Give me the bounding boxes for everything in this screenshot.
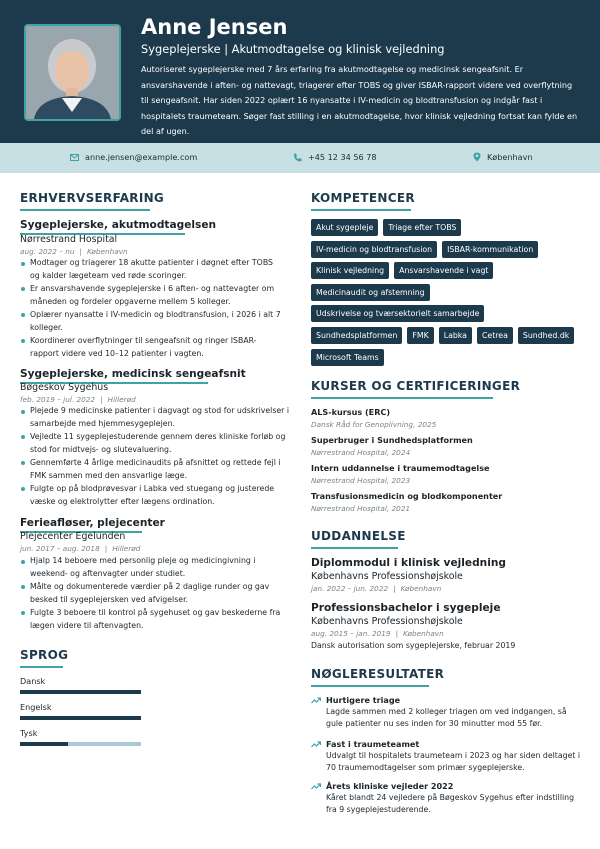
language-level-fill [20,742,68,746]
meta-separator: | [79,247,82,256]
courses-heading-rule [311,397,493,399]
meta-separator: | [395,629,399,638]
trend-up-icon [311,697,321,704]
job-org: Nørrestrand Hospital [20,234,118,245]
result-title: Hurtigere triage [326,695,401,705]
skill-tag: Triage efter TOBS [383,219,461,236]
skill-tag: Klinisk vejledning [311,262,389,279]
education-dates: jan. 2022 – jun. 2022 [311,584,389,593]
education-meta [311,584,441,593]
course-meta: Nørrestrand Hospital, 2021 [311,504,411,513]
job-place: København [86,247,128,256]
skill-tag: Udskrivelse og tværsektorielt samarbejde [311,305,484,322]
experience-heading-rule [20,209,150,211]
language-level-fill [20,716,141,720]
headline: Sygeplejerske | Akutmodtagelse og klinisk vejledning [141,42,445,56]
course-meta: Nørrestrand Hospital, 2023 [311,476,411,485]
result-title: Fast i traumeteamet [326,739,420,749]
skill-tag: FMK [407,327,433,344]
contact-location [473,152,533,162]
job-org: Plejecenter Egelunden [20,531,126,542]
trend-up-icon [311,741,321,748]
education-note: Dansk autorisation som sygeplejerske, februar 2019 [311,641,516,650]
language-name: Dansk [20,676,46,686]
job-title: Ferieafløser, plejecenter [20,517,165,529]
job-dates: aug. 2022 – nu [20,247,75,256]
language-level-bar [20,742,141,746]
contact-bar [0,143,600,173]
course-name: Intern uddannelse i traumemodtagelse [311,463,490,473]
skills-heading: KOMPETENCER [311,191,415,205]
list-item: Fulgte op på blodprøvesvar i Labka ved stuegang og justerede væske og elektrolytter efter lægens ordination. [20,483,292,509]
skill-tag: IV-medicin og blodtransfusion [311,241,437,258]
course-meta: Nørrestrand Hospital, 2024 [311,448,411,457]
job-dates: feb. 2019 – jul. 2022 [20,395,96,404]
education-title: Professionsbachelor i sygepleje [311,602,501,614]
education-heading-rule [311,547,398,549]
portrait-image [26,26,119,119]
phone-text: +45 12 34 56 78 [308,152,377,162]
skill-tag: Medicinaudit og afstemning [311,284,430,301]
phone-icon [293,153,302,162]
courses-heading: KURSER OG CERTIFICERINGER [311,379,521,393]
list-item: Koordinerer overflytninger til sengeafsnit og ringer ISBAR-rapport videre ved 10–12 patienter i vagten. [20,335,282,361]
skill-tag: Akut sygepleje [311,219,378,236]
location-text: København [487,152,533,162]
language-name: Engelsk [20,702,52,712]
contact-phone[interactable] [293,152,377,162]
education-dates: aug. 2015 – jan. 2019 [311,629,391,638]
result-title: Årets kliniske vejleder 2022 [326,781,454,791]
results-heading-rule [311,685,429,687]
job-meta [20,395,136,404]
list-item: Vejledte 11 sygeplejestuderende gennem deres kliniske forløb og stod for midtvejs- og slutevaluering. [20,431,292,457]
job-bullets [20,555,285,633]
experience-heading: ERHVERVSERFARING [20,191,165,205]
language-name: Tysk [20,728,38,738]
contact-email[interactable] [70,152,197,162]
education-school: Københavns Professionshøjskole [311,616,463,627]
list-item: Fulgte 3 beboere til kontrol på sygehuset og gav beskederne fra lægen videre til aftenvagten. [20,607,285,633]
languages-heading: SPROG [20,648,69,662]
skills-tags [311,219,581,370]
job-meta [20,247,128,256]
job-title: Sygeplejerske, akutmodtagelsen [20,219,217,231]
meta-separator: | [104,544,108,553]
list-item: Modtager og triagerer 18 akutte patienter i døgnet efter TOBS og kalder lægeteam ved røde scoringer. [20,257,282,283]
meta-separator: | [393,584,396,593]
language-level-bar [20,716,141,720]
result-description: Udvalgt til hospitalets traumeteam i 2023 og har siden deltaget i 70 traumemodtagelser som primær sygeplejerske. [326,751,581,773]
meta-separator: | [100,395,103,404]
skills-heading-rule [311,209,411,211]
skill-tag: Sundhed.dk [518,327,574,344]
education-heading: UDDANNELSE [311,529,406,543]
education-school: Københavns Professionshøjskole [311,571,463,582]
email-text: anne.jensen@example.com [85,152,198,162]
education-title: Diplommodul i klinisk vejledning [311,557,506,569]
education-place: København [400,584,442,593]
job-org: Bøgeskov Sygehus [20,382,109,393]
list-item: Hjalp 14 beboere med personlig pleje og medicingivning i weekend- og aftenvagter under studiet. [20,555,285,581]
skill-tag: ISBAR-kommunikation [442,241,538,258]
skill-tag: Labka [439,327,472,344]
mail-icon [70,154,79,161]
list-item: Oplærer nyansatte i IV-medicin og blodtransfusion, i 2026 i alt 7 kolleger. [20,309,282,335]
skill-tag: Microsoft Teams [311,349,384,366]
skill-tag: Ansvarshavende i vagt [394,262,493,279]
trend-up-icon [311,783,321,790]
list-item: Plejede 9 medicinske patienter i dagvagt og stod for udskrivelser i samarbejde med hjemmesygeplejen. [20,405,292,431]
list-item: Er ansvarshavende sygeplejerske i 6 aften- og nattevagter om måneden og fordeler opgaverne mellem 5 kolleger. [20,283,282,309]
job-title: Sygeplejerske, medicinsk sengeafsnit [20,368,246,380]
profile-summary: Autoriseret sygeplejerske med 7 års erfaring fra akutmodtagelse og medicinsk sengeafsnit. Er ansvarshavende i aften- og nattevagt, triagerer efter TOBS og giver ISBAR-rapport videre ved overflytning til sengeafsnit. Har siden 2022 oplært 16 nyansatte i IV-medicin og blodtransfusion og indgår fast i hospitalets traumeteam. Søger fast stilling i en akutmodtagelse, hvor klinisk vejledning fortsat kan fylde en del af ugen. [141,64,578,137]
education-place: København [403,629,444,638]
skill-tag: Sundhedsplatformen [311,327,402,344]
header [0,0,600,143]
course-name: Transfusionsmedicin og blodkomponenter [311,491,503,501]
list-item: Målte og dokumenterede værdier på 2 daglige runder og gav besked til sygeplejersken ved afvigelser. [20,581,285,607]
job-bullets [20,405,292,509]
job-place: Hillerød [107,395,136,404]
result-description: Kåret blandt 24 vejledere på Bøgeskov Sygehus efter indstilling fra 9 sygeplejestuderende. [326,793,575,815]
skill-tag: Cetrea [477,327,513,344]
job-bullets [20,257,282,361]
candidate-name: Anne Jensen [141,15,288,39]
result-description: Lagde sammen med 2 kolleger triagen om ved indgangen, så gule patienter nu ses inden for 30 minutter mod 55 før. [326,707,567,729]
language-level-bar [20,690,141,694]
job-dates: jun. 2017 – aug. 2018 [20,544,100,553]
list-item: Gennemførte 4 årlige medicinaudits på afsnittet og rettede fejl i FMK sammen med den ansvarlige læge. [20,457,292,483]
course-meta: Dansk Råd for Genoplivning, 2025 [311,420,437,429]
course-name: ALS-kursus (ERC) [311,407,391,417]
results-heading: NØGLERESULTATER [311,667,445,681]
profile-photo [24,24,121,121]
location-pin-icon [473,152,481,162]
languages-heading-rule [20,666,63,668]
language-level-fill [20,690,141,694]
job-meta [20,544,140,553]
job-place: Hillerød [112,544,141,553]
course-name: Superbruger i Sundhedsplatformen [311,435,473,445]
education-meta [311,629,444,638]
